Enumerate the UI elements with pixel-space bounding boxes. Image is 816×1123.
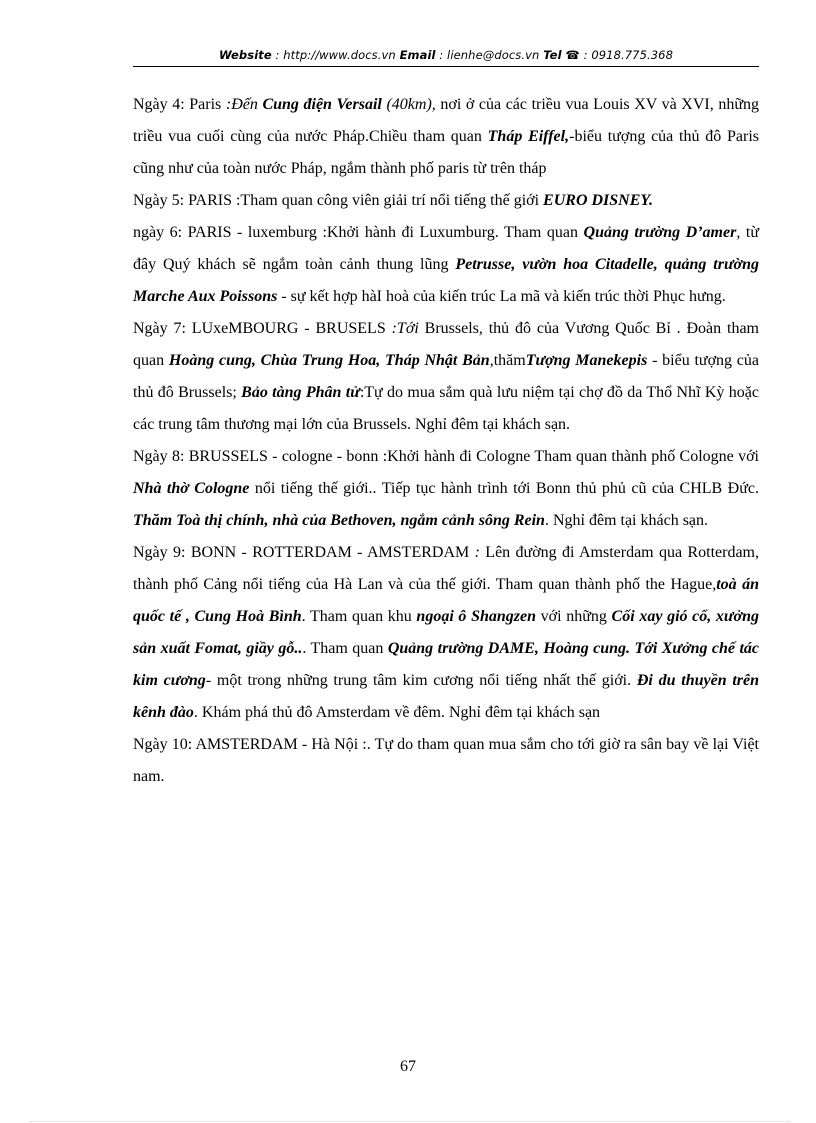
emphasis-text: Cung điện Versail <box>262 96 382 113</box>
paragraph-text: - biểu tượng của thủ đô Brussels; <box>133 352 760 401</box>
emphasis-text: Đi du thuyền trên kênh đào <box>133 672 760 721</box>
italic-text: :Tới <box>391 320 425 337</box>
paragraph-text: - sự kết hợp hàI hoà của kiến trúc La mã và kiến trúc thời Phục hưng. <box>277 288 726 305</box>
paragraph-text: Ngày 4: Paris <box>133 96 226 113</box>
paragraph-text: , từ đây Quý khách sẽ ngắm toàn cảnh thung lũng <box>133 224 759 273</box>
paragraph-text: Ngày 5: PARIS :Tham quan công viên giải trí nổi tiếng thế giới <box>133 192 544 209</box>
email-value: : lienhe@docs.vn <box>435 48 544 62</box>
emphasis-text: Quảng trường D’amer <box>583 224 737 241</box>
paragraph-text: Brussels, thủ đô của Vương Quốc Bỉ . Đoàn tham quan <box>133 320 759 369</box>
paragraph-text: Ngày 10: AMSTERDAM - Hà Nội :. Tự do tham quan mua sắm cho tới giờ ra sân bay về lại Việt nam. <box>133 736 759 785</box>
emphasis-text: Quảng trường DAME, Hoàng cung. Tới Xưởng chế tác kim cương <box>133 640 760 689</box>
tel-value: : 0918.775.368 <box>579 48 673 62</box>
emphasis-text: Thăm Toà thị chính, nhà của Bethoven, ngắm cảnh sông Rein <box>133 512 545 529</box>
itinerary-paragraph <box>133 537 759 729</box>
emphasis-text: Petrusse, vườn hoa Citadelle, quảng trường Marche Aux Poissons <box>133 256 760 305</box>
email-label: Email <box>399 48 436 62</box>
paragraph-text: - một trong những trung tâm kim cương nổi tiếng nhất thế giới. <box>205 672 637 689</box>
document-body <box>133 89 759 793</box>
itinerary-paragraph <box>133 729 759 793</box>
italic-text: :Đến <box>225 96 263 113</box>
tel-label: Tel <box>543 48 562 62</box>
emphasis-text: Nhà thờ Cologne <box>133 480 250 497</box>
paragraph-text: :Tự do mua sắm quà lưu niệm tại chợ đồ da Thổ Nhĩ Kỳ hoặc các trung tâm thương mại lớn của Brussels. Nghỉ đêm tại khách sạn. <box>133 384 759 433</box>
website-label: Website <box>218 48 272 62</box>
paragraph-text: nơi ở của các triều vua Louis XV và XVI, những triều vua cuối cùng của nước Pháp.Chiều tham quan <box>133 96 759 145</box>
paragraph-text: Ngày 9: BONN - ROTTERDAM - AMSTERDAM <box>133 544 475 561</box>
itinerary-paragraph <box>133 185 759 217</box>
page-number: 67 <box>400 1058 416 1075</box>
itinerary-paragraph <box>133 441 759 537</box>
paragraph-text: Lên đường đi Amsterdam qua Rotterdam, thành phố Cảng nổi tiếng của Hà Lan và của thế giới. Tham quan thành phố the Hague, <box>133 544 760 593</box>
italic-text: : <box>474 544 486 561</box>
emphasis-text: Tượng Manekepis <box>525 352 648 369</box>
paragraph-text: với những <box>536 608 612 625</box>
paragraph-text: ngày 6: PARIS - luxemburg :Khởi hành đi Luxumburg. Tham quan <box>133 224 584 241</box>
paragraph-text: -biểu tượng của thủ đô Paris cũng như của toàn nước Pháp, ngắm thành phố paris từ trên tháp <box>133 128 759 177</box>
header-divider <box>133 66 759 67</box>
paragraph-text: nổi tiếng thế giới.. Tiếp tục hành trình tới Bonn thủ phủ cũ của CHLB Đức. <box>249 480 760 497</box>
itinerary-paragraph <box>133 313 759 441</box>
italic-text: (40km), <box>381 96 441 113</box>
emphasis-text: toà án quốc tế , Cung Hoà Bình <box>133 576 760 625</box>
emphasis-text: EURO DISNEY. <box>543 192 653 209</box>
footer-divider <box>30 1121 790 1122</box>
paragraph-text: ,thăm <box>489 352 526 369</box>
emphasis-text: Bảo tàng Phân tử <box>241 384 360 401</box>
itinerary-paragraph <box>133 217 759 313</box>
emphasis-text: Hoàng cung, Chùa Trung Hoa, Tháp Nhật Bản <box>168 352 490 369</box>
page-header <box>133 48 759 62</box>
website-value: : http://www.docs.vn <box>271 48 400 62</box>
emphasis-text: ngoại ô Shangzen <box>416 608 536 625</box>
paragraph-text: . Khám phá thủ đô Amsterdam về đêm. Nghỉ đêm tại khách sạn <box>193 704 601 721</box>
phone-icon: ☎ <box>565 48 580 62</box>
emphasis-text: Cối xay gió cổ, xưởng sản xuất Fomat, giầy gỗ.. <box>133 608 760 657</box>
paragraph-text: . Tham quan <box>302 640 388 657</box>
paragraph-text: Ngày 7: LUxeMBOURG - BRUSELS <box>133 320 392 337</box>
paragraph-text: Ngày 8: BRUSSELS - cologne - bonn :Khởi hành đi Cologne Tham quan thành phố Cologne với <box>133 448 759 465</box>
paragraph-text: . Nghỉ đêm tại khách sạn. <box>544 512 709 529</box>
itinerary-paragraph <box>133 89 759 185</box>
emphasis-text: Tháp Eiffel, <box>487 128 570 145</box>
paragraph-text: . Tham quan khu <box>301 608 417 625</box>
